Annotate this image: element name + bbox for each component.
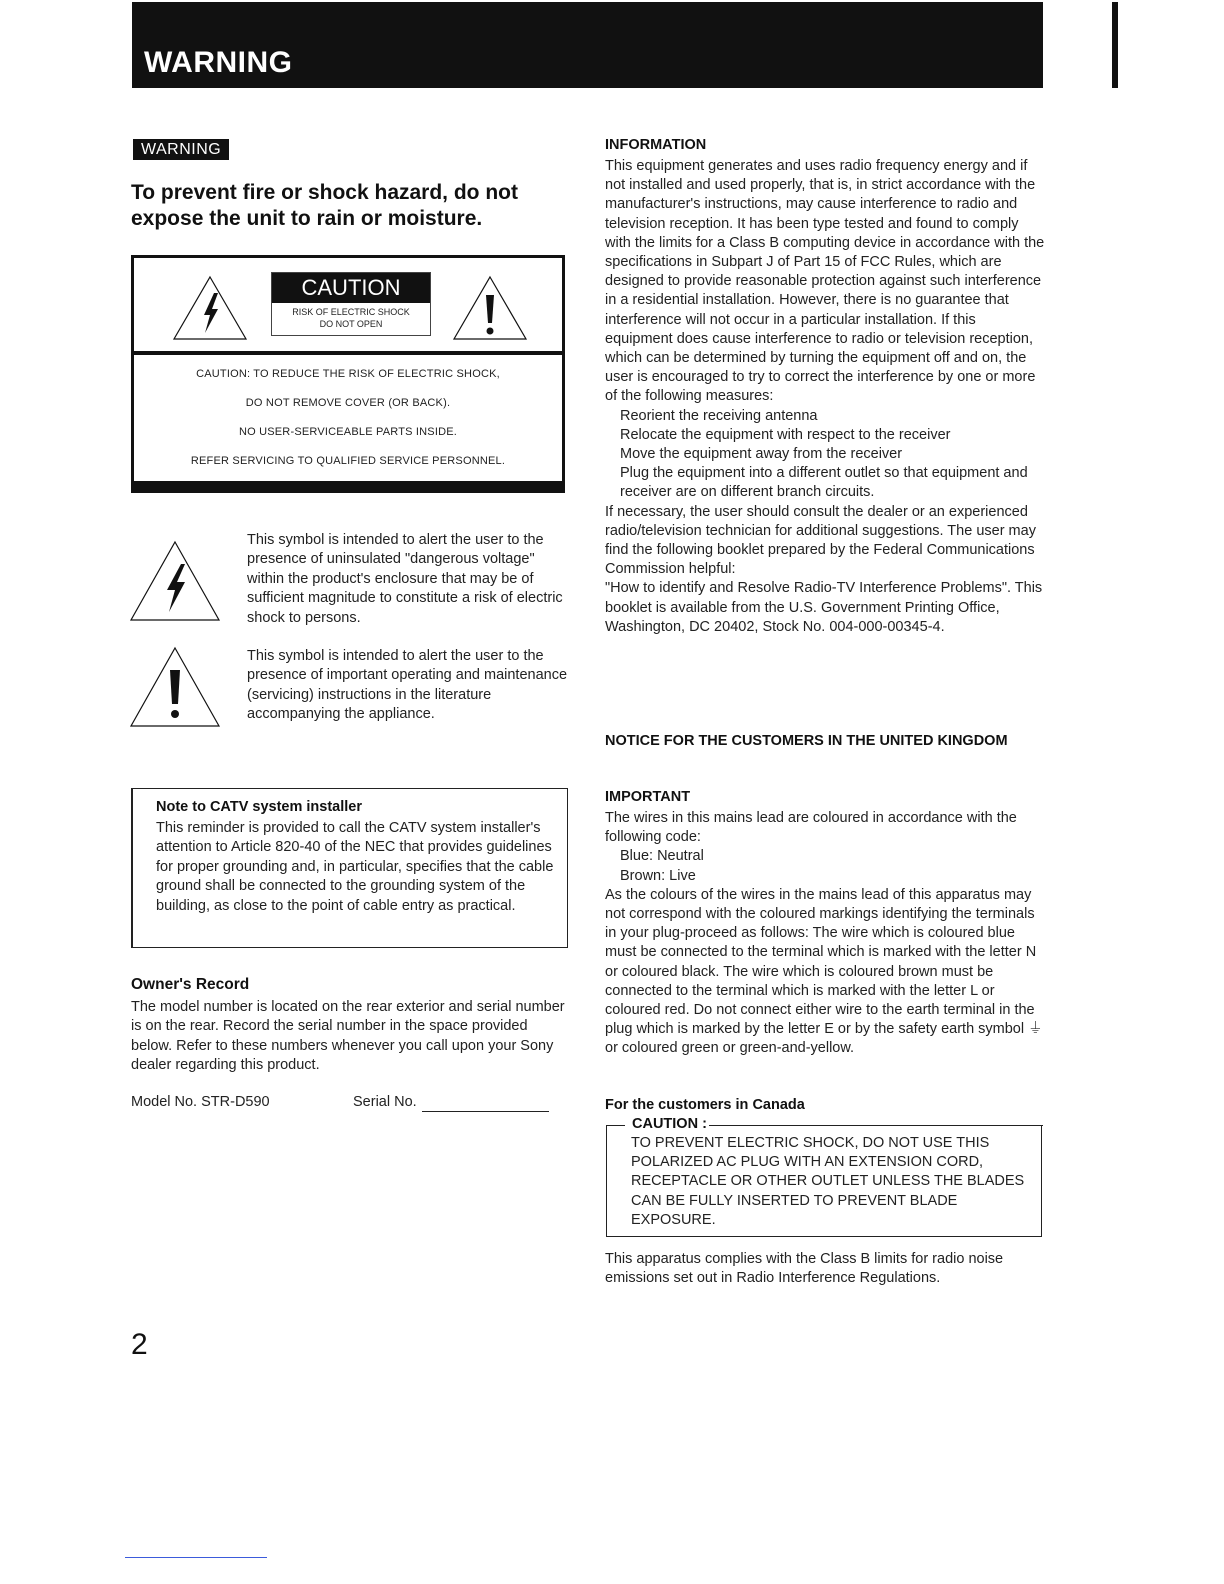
lightning-symbol-text: This symbol is intended to alert the user to the presence of uninsulated "dangerous voltage" within the product's enclosure that may be of sufficient magnitude to constitute a risk of electric shock to persons. bbox=[247, 532, 563, 626]
canada-compliance: This apparatus complies with the Class B limits for radio noise emissions set out in Radio Interference Regulations. bbox=[605, 1251, 1004, 1287]
canada-caution-label: CAUTION : bbox=[632, 1116, 707, 1132]
information-paragraph: This equipment generates and uses radio frequency energy and if not installed and used properly, that is, in strict accordance with the manufacturer's instructions, may cause interference to radio and television reception. It has been type tested and found to comply with the limits for a Class B computing device in accordance with the specifications in Subpart J of Part 15 of FCC Rules, which are designed to provide reasonable protection against such interference in a residential installation. However, there is no guarantee that interference will not occur in a particular installation. If this equipment does cause interference to radio or television reception, which can be determined by turning the equipment off and on, the user is encouraged to try to correct the interference by one or more of the following measures: bbox=[605, 158, 1045, 405]
information-paragraph-3: "How to identify and Resolve Radio-TV Interference Problems". This booklet is available from the U.S. Government Printing Office, Washington, DC 20402, Stock No. 004-000-00345-4. bbox=[605, 580, 1043, 635]
measure-item: Reorient the receiving antenna bbox=[620, 407, 818, 424]
exclamation-symbol-text: This symbol is intended to alert the user to the presence of important operating and maintenance (servicing) instructions in the literature accompanying the appliance. bbox=[247, 648, 568, 723]
exclamation-warning-icon bbox=[452, 275, 528, 341]
caution-sub bbox=[272, 306, 430, 330]
edge-mark bbox=[1112, 2, 1118, 88]
uk-paragraph-2: As the colours of the wires in the mains lead of this apparatus may not correspond with the coloured markings identifying the terminals in your plug-proceed as follows: The wire which is coloured blue must be connected to the terminal which is marked with the letter N or coloured black. The wire which is coloured brown must be connected to the terminal which is marked with the letter L or coloured red. Do not connect either wire to the earth terminal in the plug which is marked by the letter E or by the safety earth symbol ⏚ or coloured green or green-and-yellow. bbox=[605, 886, 1043, 1057]
wire-code: Blue: Neutral bbox=[620, 848, 704, 865]
canada-caution-box bbox=[606, 1116, 1042, 1237]
caution-line: REFER SERVICING TO QUALIFIED SERVICE PERSONNEL. bbox=[190, 455, 506, 467]
wire-code: Brown: Live bbox=[620, 867, 696, 884]
information-text bbox=[605, 157, 1045, 637]
uk-notice-text bbox=[605, 809, 1045, 1059]
important-title: IMPORTANT bbox=[605, 789, 691, 805]
canada-title: For the customers in Canada bbox=[605, 1097, 805, 1113]
canada-caution-text: TO PREVENT ELECTRIC SHOCK, DO NOT USE THIS POLARIZED AC PLUG WITH AN EXTENSION CORD, RECEPTACLE OR OTHER OUTLET UNLESS THE BLADES CAN BE FULLY INSERTED TO PREVENT BLADE EXPOSURE. bbox=[631, 1135, 1025, 1228]
footer-rule bbox=[125, 1557, 267, 1558]
model-number: Model No. STR-D590 bbox=[131, 1094, 270, 1110]
caution-line: DO NOT REMOVE COVER (OR BACK). bbox=[245, 397, 451, 409]
header-bar bbox=[132, 2, 1043, 88]
lightning-warning-icon bbox=[172, 275, 248, 341]
uk-notice-title: NOTICE FOR THE CUSTOMERS IN THE UNITED KINGDOM bbox=[605, 733, 1008, 749]
caution-sub-line1: RISK OF ELECTRIC SHOCK bbox=[292, 307, 410, 317]
catv-text: This reminder is provided to call the CATV system installer's attention to Article 820-40 of the NEC that provides guidelines for proper grounding and, in particular, specifies that the cable ground shall be connected to the grounding system of the building, as close to the point of cable entry as practical. bbox=[156, 820, 554, 914]
caution-box bbox=[131, 255, 565, 493]
serial-number-label: Serial No. bbox=[353, 1094, 417, 1110]
information-title: INFORMATION bbox=[605, 137, 707, 153]
measure-item: Relocate the equipment with respect to the receiver bbox=[620, 426, 951, 443]
page-number: 2 bbox=[131, 1328, 148, 1361]
caution-top bbox=[134, 258, 562, 351]
lightning-symbol-icon bbox=[129, 540, 221, 622]
serial-number-field[interactable] bbox=[422, 1111, 549, 1112]
owners-record-title: Owner's Record bbox=[131, 976, 250, 993]
uk-paragraph: The wires in this mains lead are coloured in accordance with the following code: bbox=[605, 810, 1017, 846]
measure-item: Move the equipment away from the receiver bbox=[620, 446, 903, 463]
caution-sub-line2: DO NOT OPEN bbox=[319, 319, 383, 329]
exclamation-symbol-icon bbox=[129, 646, 221, 728]
owners-record-text: The model number is located on the rear exterior and serial number is on the rear. Record the serial number in the space provided below. Refer to these numbers whenever you call upon your Sony dealer regarding this product. bbox=[131, 999, 565, 1074]
page-title: WARNING bbox=[144, 46, 293, 79]
information-paragraph-2: If necessary, the user should consult the dealer or an experienced radio/television technician for additional suggestions. The user may find the following booklet prepared by the Federal Communications Commission helpful: bbox=[605, 503, 1036, 578]
canada-box-rule bbox=[607, 1125, 625, 1126]
headline: To prevent fire or shock hazard, do not expose the unit to rain or moisture. bbox=[131, 181, 518, 230]
caution-line: NO USER-SERVICEABLE PARTS INSIDE. bbox=[238, 426, 458, 438]
caution-label-box bbox=[271, 272, 431, 336]
caution-bottom-bar bbox=[134, 481, 562, 490]
caution-divider bbox=[134, 351, 562, 355]
caution-line: CAUTION: TO REDUCE THE RISK OF ELECTRIC SHOCK, bbox=[196, 368, 500, 380]
catv-title: Note to CATV system installer bbox=[156, 799, 363, 815]
warning-tag: WARNING bbox=[133, 139, 229, 160]
catv-note-box bbox=[131, 788, 568, 948]
measure-item: Plug the equipment into a different outlet so that equipment and receiver are on different branch circuits. bbox=[620, 465, 1028, 501]
caution-word: CAUTION bbox=[272, 273, 430, 303]
canada-box-rule bbox=[709, 1125, 1043, 1126]
